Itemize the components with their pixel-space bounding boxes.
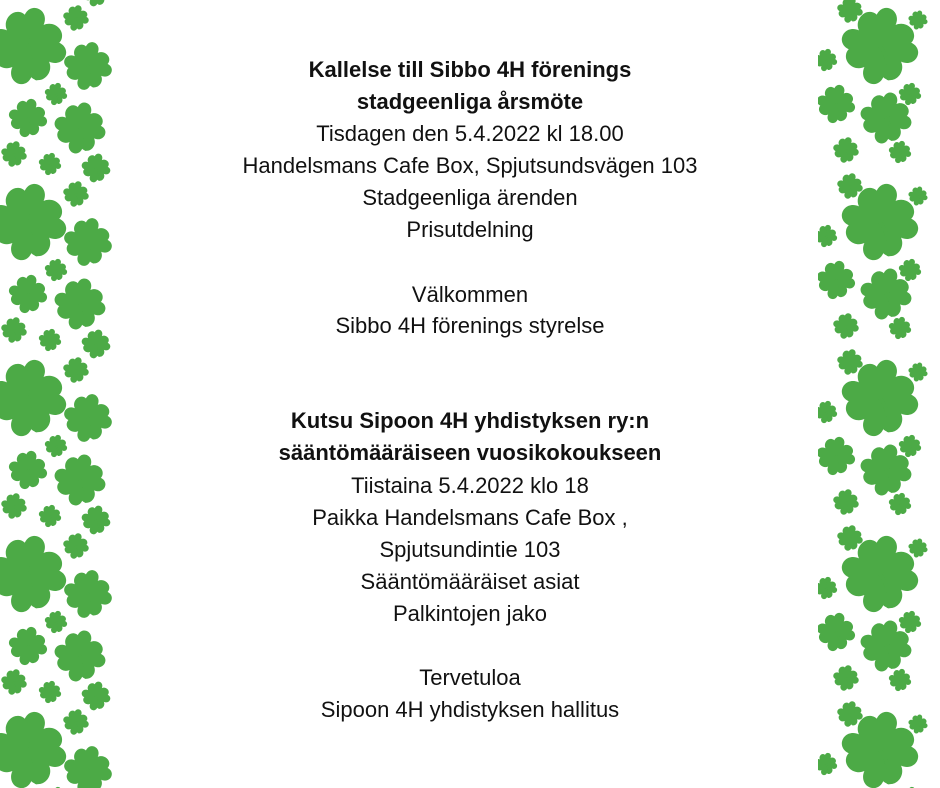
four-leaf-clover-icon (818, 576, 838, 601)
four-leaf-clover-icon (38, 152, 63, 177)
four-leaf-clover-icon (44, 434, 69, 459)
four-leaf-clover-icon (44, 610, 69, 635)
four-leaf-clover-icon (832, 136, 860, 164)
swedish-agenda-item-1: Stadgeenliga ärenden (362, 185, 578, 210)
four-leaf-clover-icon (818, 400, 838, 425)
four-leaf-clover-icon (0, 492, 28, 520)
four-leaf-clover-icon (0, 708, 70, 788)
clover-border-right (818, 0, 940, 788)
finnish-place-line-1: Paikka Handelsmans Cafe Box , (312, 505, 628, 530)
swedish-date: Tisdagen den 5.4.2022 kl 18.00 (316, 121, 624, 146)
four-leaf-clover-icon (0, 316, 28, 344)
four-leaf-clover-icon (0, 180, 70, 265)
four-leaf-clover-icon (818, 611, 857, 653)
four-leaf-clover-icon (898, 434, 923, 459)
four-leaf-clover-icon (907, 537, 928, 558)
four-leaf-clover-icon (832, 488, 860, 516)
swedish-title-line-1: Kallelse till Sibbo 4H förenings (308, 57, 632, 82)
four-leaf-clover-icon (38, 504, 63, 529)
four-leaf-clover-icon (62, 180, 90, 208)
finnish-title-line-2: sääntömääräiseen vuosikokoukseen (278, 440, 662, 465)
four-leaf-clover-icon (888, 316, 913, 341)
finnish-agenda-item-2: Palkintojen jako (392, 601, 548, 626)
swedish-greeting: Välkommen (411, 282, 529, 307)
four-leaf-clover-icon (80, 328, 112, 360)
four-leaf-clover-icon (818, 259, 857, 301)
four-leaf-clover-icon (907, 713, 928, 734)
finnish-greeting: Tervetuloa (419, 665, 521, 690)
swedish-agenda-item-2: Prisutdelning (406, 217, 534, 242)
four-leaf-clover-icon (818, 224, 838, 249)
finnish-place-line-2: Spjutsundintie 103 (379, 537, 561, 562)
four-leaf-clover-icon (52, 276, 108, 332)
four-leaf-clover-icon (832, 664, 860, 692)
four-leaf-clover-icon (80, 504, 112, 536)
four-leaf-clover-icon (818, 48, 838, 73)
four-leaf-clover-icon (38, 680, 63, 705)
four-leaf-clover-icon (832, 312, 860, 340)
clover-border-left (0, 0, 118, 788)
four-leaf-clover-icon (907, 361, 928, 382)
four-leaf-clover-icon (0, 4, 70, 89)
four-leaf-clover-icon (898, 258, 923, 283)
four-leaf-clover-icon (52, 628, 108, 684)
finnish-title-line-1: Kutsu Sipoon 4H yhdistyksen ry:n (290, 408, 650, 433)
four-leaf-clover-icon (62, 216, 115, 269)
four-leaf-clover-icon (62, 532, 90, 560)
four-leaf-clover-icon (0, 668, 28, 696)
four-leaf-clover-icon (888, 140, 913, 165)
four-leaf-clover-icon (52, 452, 108, 508)
four-leaf-clover-icon (0, 356, 70, 441)
four-leaf-clover-icon (62, 40, 115, 93)
swedish-signature: Sibbo 4H förenings styrelse (335, 313, 605, 338)
four-leaf-clover-icon (907, 185, 928, 206)
four-leaf-clover-icon (52, 100, 108, 156)
four-leaf-clover-icon (80, 680, 112, 712)
four-leaf-clover-icon (62, 4, 90, 32)
four-leaf-clover-icon (80, 152, 112, 184)
four-leaf-clover-icon (62, 392, 115, 445)
four-leaf-clover-icon (80, 0, 112, 8)
four-leaf-clover-icon (898, 610, 923, 635)
four-leaf-clover-icon (818, 752, 838, 777)
four-leaf-clover-icon (62, 708, 90, 736)
four-leaf-clover-icon (0, 532, 70, 617)
invitation-text (170, 0, 770, 788)
four-leaf-clover-icon (62, 568, 115, 621)
four-leaf-clover-icon (38, 328, 63, 353)
four-leaf-clover-icon (0, 140, 28, 168)
four-leaf-clover-icon (888, 668, 913, 693)
swedish-place: Handelsmans Cafe Box, Spjutsundsvägen 103 (242, 153, 698, 178)
four-leaf-clover-icon (907, 9, 928, 30)
finnish-agenda-item-1: Sääntömääräiset asiat (360, 569, 580, 594)
four-leaf-clover-icon (888, 492, 913, 517)
four-leaf-clover-icon (62, 356, 90, 384)
four-leaf-clover-icon (818, 83, 857, 125)
four-leaf-clover-icon (62, 744, 115, 788)
four-leaf-clover-icon (7, 625, 49, 667)
four-leaf-clover-icon (898, 82, 923, 107)
four-leaf-clover-icon (7, 449, 49, 491)
finnish-date: Tiistaina 5.4.2022 klo 18 (351, 473, 589, 498)
four-leaf-clover-icon (44, 258, 69, 283)
four-leaf-clover-icon (7, 273, 49, 315)
swedish-title-line-2: stadgeenliga årsmöte (356, 89, 584, 114)
four-leaf-clover-icon (7, 97, 49, 139)
four-leaf-clover-icon (818, 435, 857, 477)
four-leaf-clover-icon (44, 82, 69, 107)
finnish-signature: Sipoon 4H yhdistyksen hallitus (320, 697, 620, 722)
